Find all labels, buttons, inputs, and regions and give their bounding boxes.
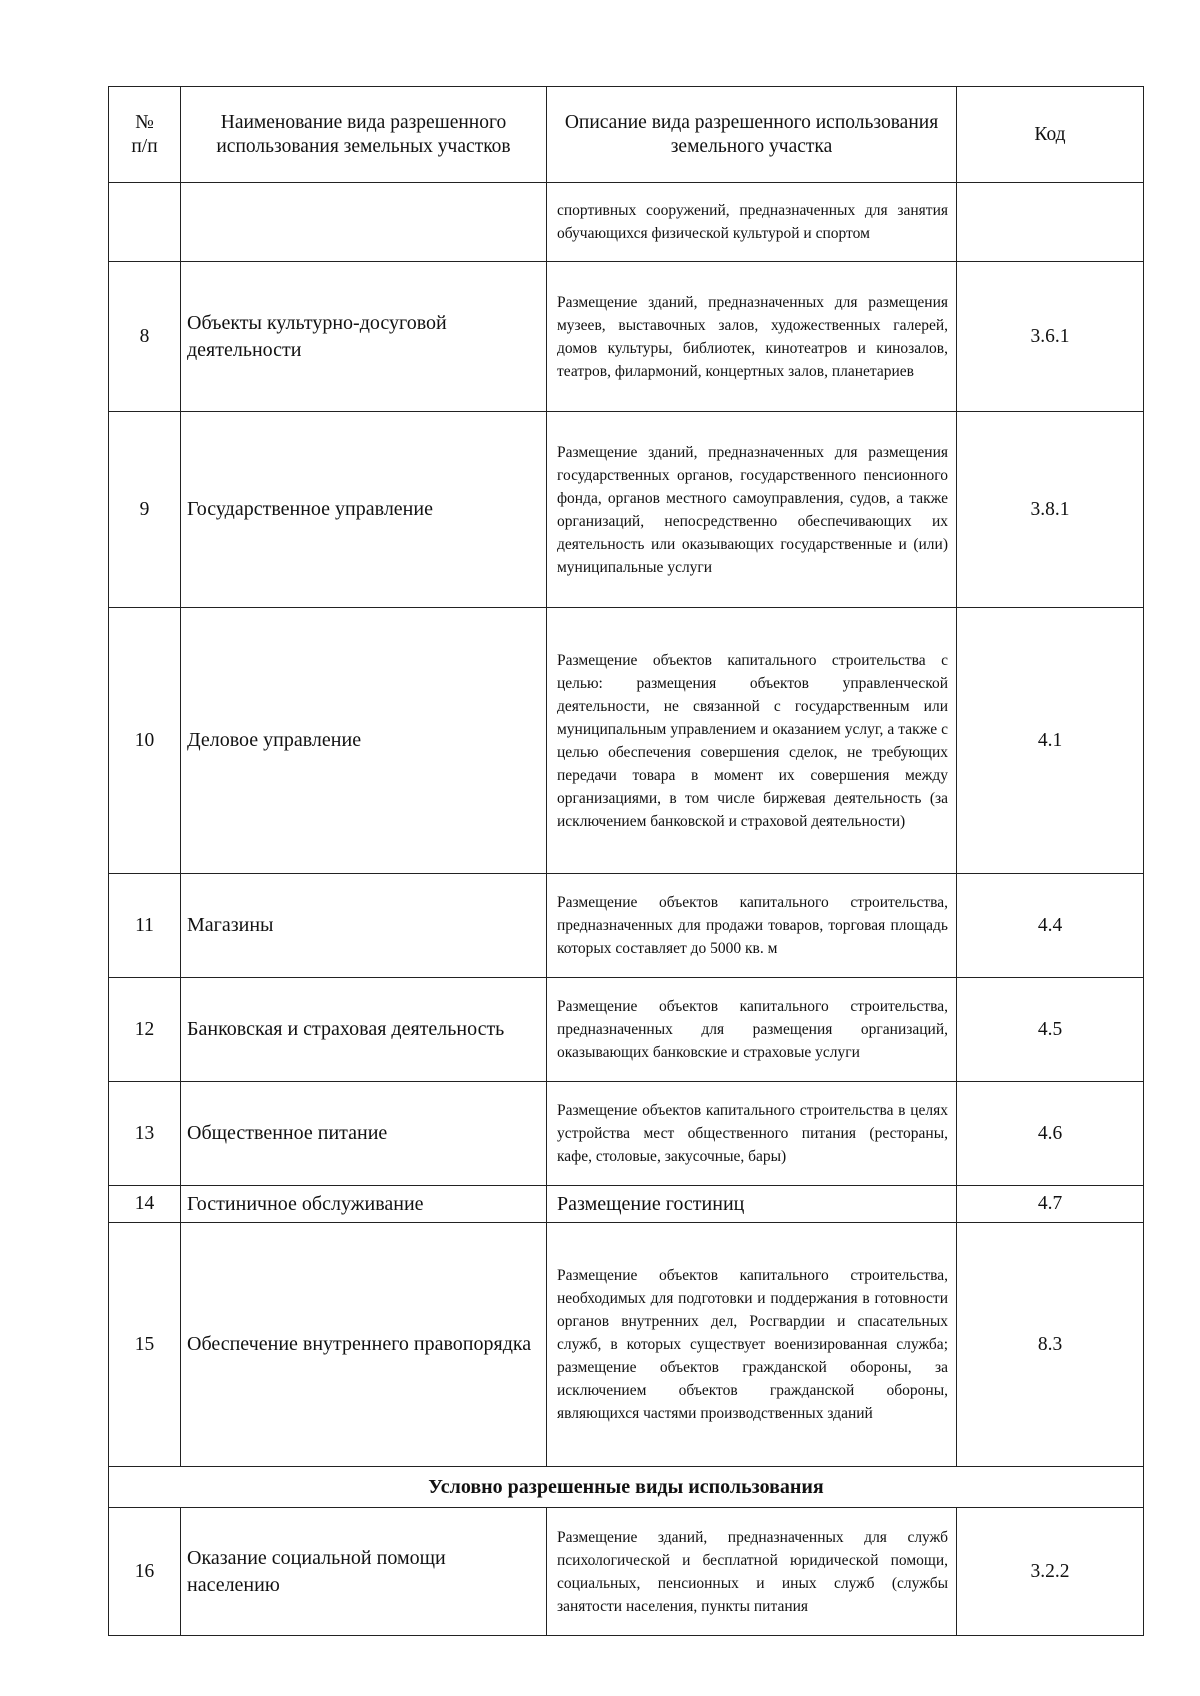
row-num: 13 <box>109 1082 181 1186</box>
continuation-desc: спортивных сооружений, предназначенных для занятия обучающихся физической культурой и спортом <box>547 183 957 262</box>
row-code: 3.2.2 <box>957 1508 1144 1636</box>
row-desc: Размещение объектов капитального строительства в целях устройства мест общественного питания (рестораны, кафе, столовые, закусочные, бары) <box>547 1082 957 1186</box>
row-name: Магазины <box>181 874 547 978</box>
table-row <box>109 1082 1144 1186</box>
row-num: 16 <box>109 1508 181 1636</box>
row-desc: Размещение зданий, предназначенных для служб психологической и бесплатной юридической помощи, социальных, пенсионных и иных служб (службы занятости населения, пункты питания <box>547 1508 957 1636</box>
row-code: 4.1 <box>957 608 1144 874</box>
row-num: 9 <box>109 412 181 608</box>
table-header-row <box>109 87 1144 183</box>
table-row <box>109 1186 1144 1223</box>
continuation-row <box>109 183 1144 262</box>
row-code: 3.6.1 <box>957 262 1144 412</box>
row-num: 8 <box>109 262 181 412</box>
header-desc: Описание вида разрешенного использования земельного участка <box>547 87 957 183</box>
row-name: Обеспечение внутреннего правопорядка <box>181 1223 547 1467</box>
row-num: 11 <box>109 874 181 978</box>
row-num: 15 <box>109 1223 181 1467</box>
continuation-num <box>109 183 181 262</box>
section-title: Условно разрешенные виды использования <box>109 1467 1144 1508</box>
continuation-code <box>957 183 1144 262</box>
row-num: 10 <box>109 608 181 874</box>
table-row <box>109 412 1144 608</box>
row-desc: Размещение объектов капитального строительства с целью: размещения объектов управленческой деятельности, не связанной с государственным или муниципальным управлением и оказанием услуг, а также с целью обеспечения совершения сделок, не требующих передачи товара в момент их совершения между организациями, в том числе биржевая деятельность (за исключением банковской и страховой деятельности) <box>547 608 957 874</box>
table-row <box>109 874 1144 978</box>
table-row <box>109 978 1144 1082</box>
row-code: 4.7 <box>957 1186 1144 1223</box>
row-name: Банковская и страховая деятельность <box>181 978 547 1082</box>
row-name: Объекты культурно-досуговой деятельности <box>181 262 547 412</box>
row-name: Деловое управление <box>181 608 547 874</box>
row-desc: Размещение объектов капитального строительства, предназначенных для размещения организаций, оказывающих банковские и страховые услуги <box>547 978 957 1082</box>
continuation-name <box>181 183 547 262</box>
row-code: 4.5 <box>957 978 1144 1082</box>
row-code: 4.4 <box>957 874 1144 978</box>
row-name: Государственное управление <box>181 412 547 608</box>
row-name: Общественное питание <box>181 1082 547 1186</box>
table-row <box>109 1508 1144 1636</box>
header-name: Наименование вида разрешенного использования земельных участков <box>181 87 547 183</box>
table-row <box>109 608 1144 874</box>
table-row <box>109 262 1144 412</box>
row-desc: Размещение гостиниц <box>547 1186 957 1223</box>
row-num: 14 <box>109 1186 181 1223</box>
row-num: 12 <box>109 978 181 1082</box>
section-row <box>109 1467 1144 1508</box>
row-name: Оказание социальной помощи населению <box>181 1508 547 1636</box>
row-code: 4.6 <box>957 1082 1144 1186</box>
row-code: 8.3 <box>957 1223 1144 1467</box>
row-desc: Размещение объектов капитального строительства, предназначенных для продажи товаров, торговая площадь которых составляет до 5000 кв. м <box>547 874 957 978</box>
header-code: Код <box>957 87 1144 183</box>
table-row <box>109 1223 1144 1467</box>
row-code: 3.8.1 <box>957 412 1144 608</box>
row-name: Гостиничное обслуживание <box>181 1186 547 1223</box>
header-num: № п/п <box>109 87 181 183</box>
row-desc: Размещение зданий, предназначенных для размещения государственных органов, государственного пенсионного фонда, органов местного самоуправления, судов, а также организаций, непосредственно обеспечивающих их деятельность или оказывающих государственные и (или) муниципальные услуги <box>547 412 957 608</box>
land-use-table <box>108 86 1144 1636</box>
row-desc: Размещение зданий, предназначенных для размещения музеев, выставочных залов, художественных галерей, домов культуры, библиотек, кинотеатров и кинозалов, театров, филармоний, концертных залов, планетариев <box>547 262 957 412</box>
land-use-table-page <box>108 86 1143 1636</box>
row-desc: Размещение объектов капитального строительства, необходимых для подготовки и поддержания в готовности органов внутренних дел, Росгвардии и спасательных служб, в которых существует военизированная служба; размещение объектов гражданской обороны, за исключением объектов гражданской обороны, являющихся частями производственных зданий <box>547 1223 957 1467</box>
